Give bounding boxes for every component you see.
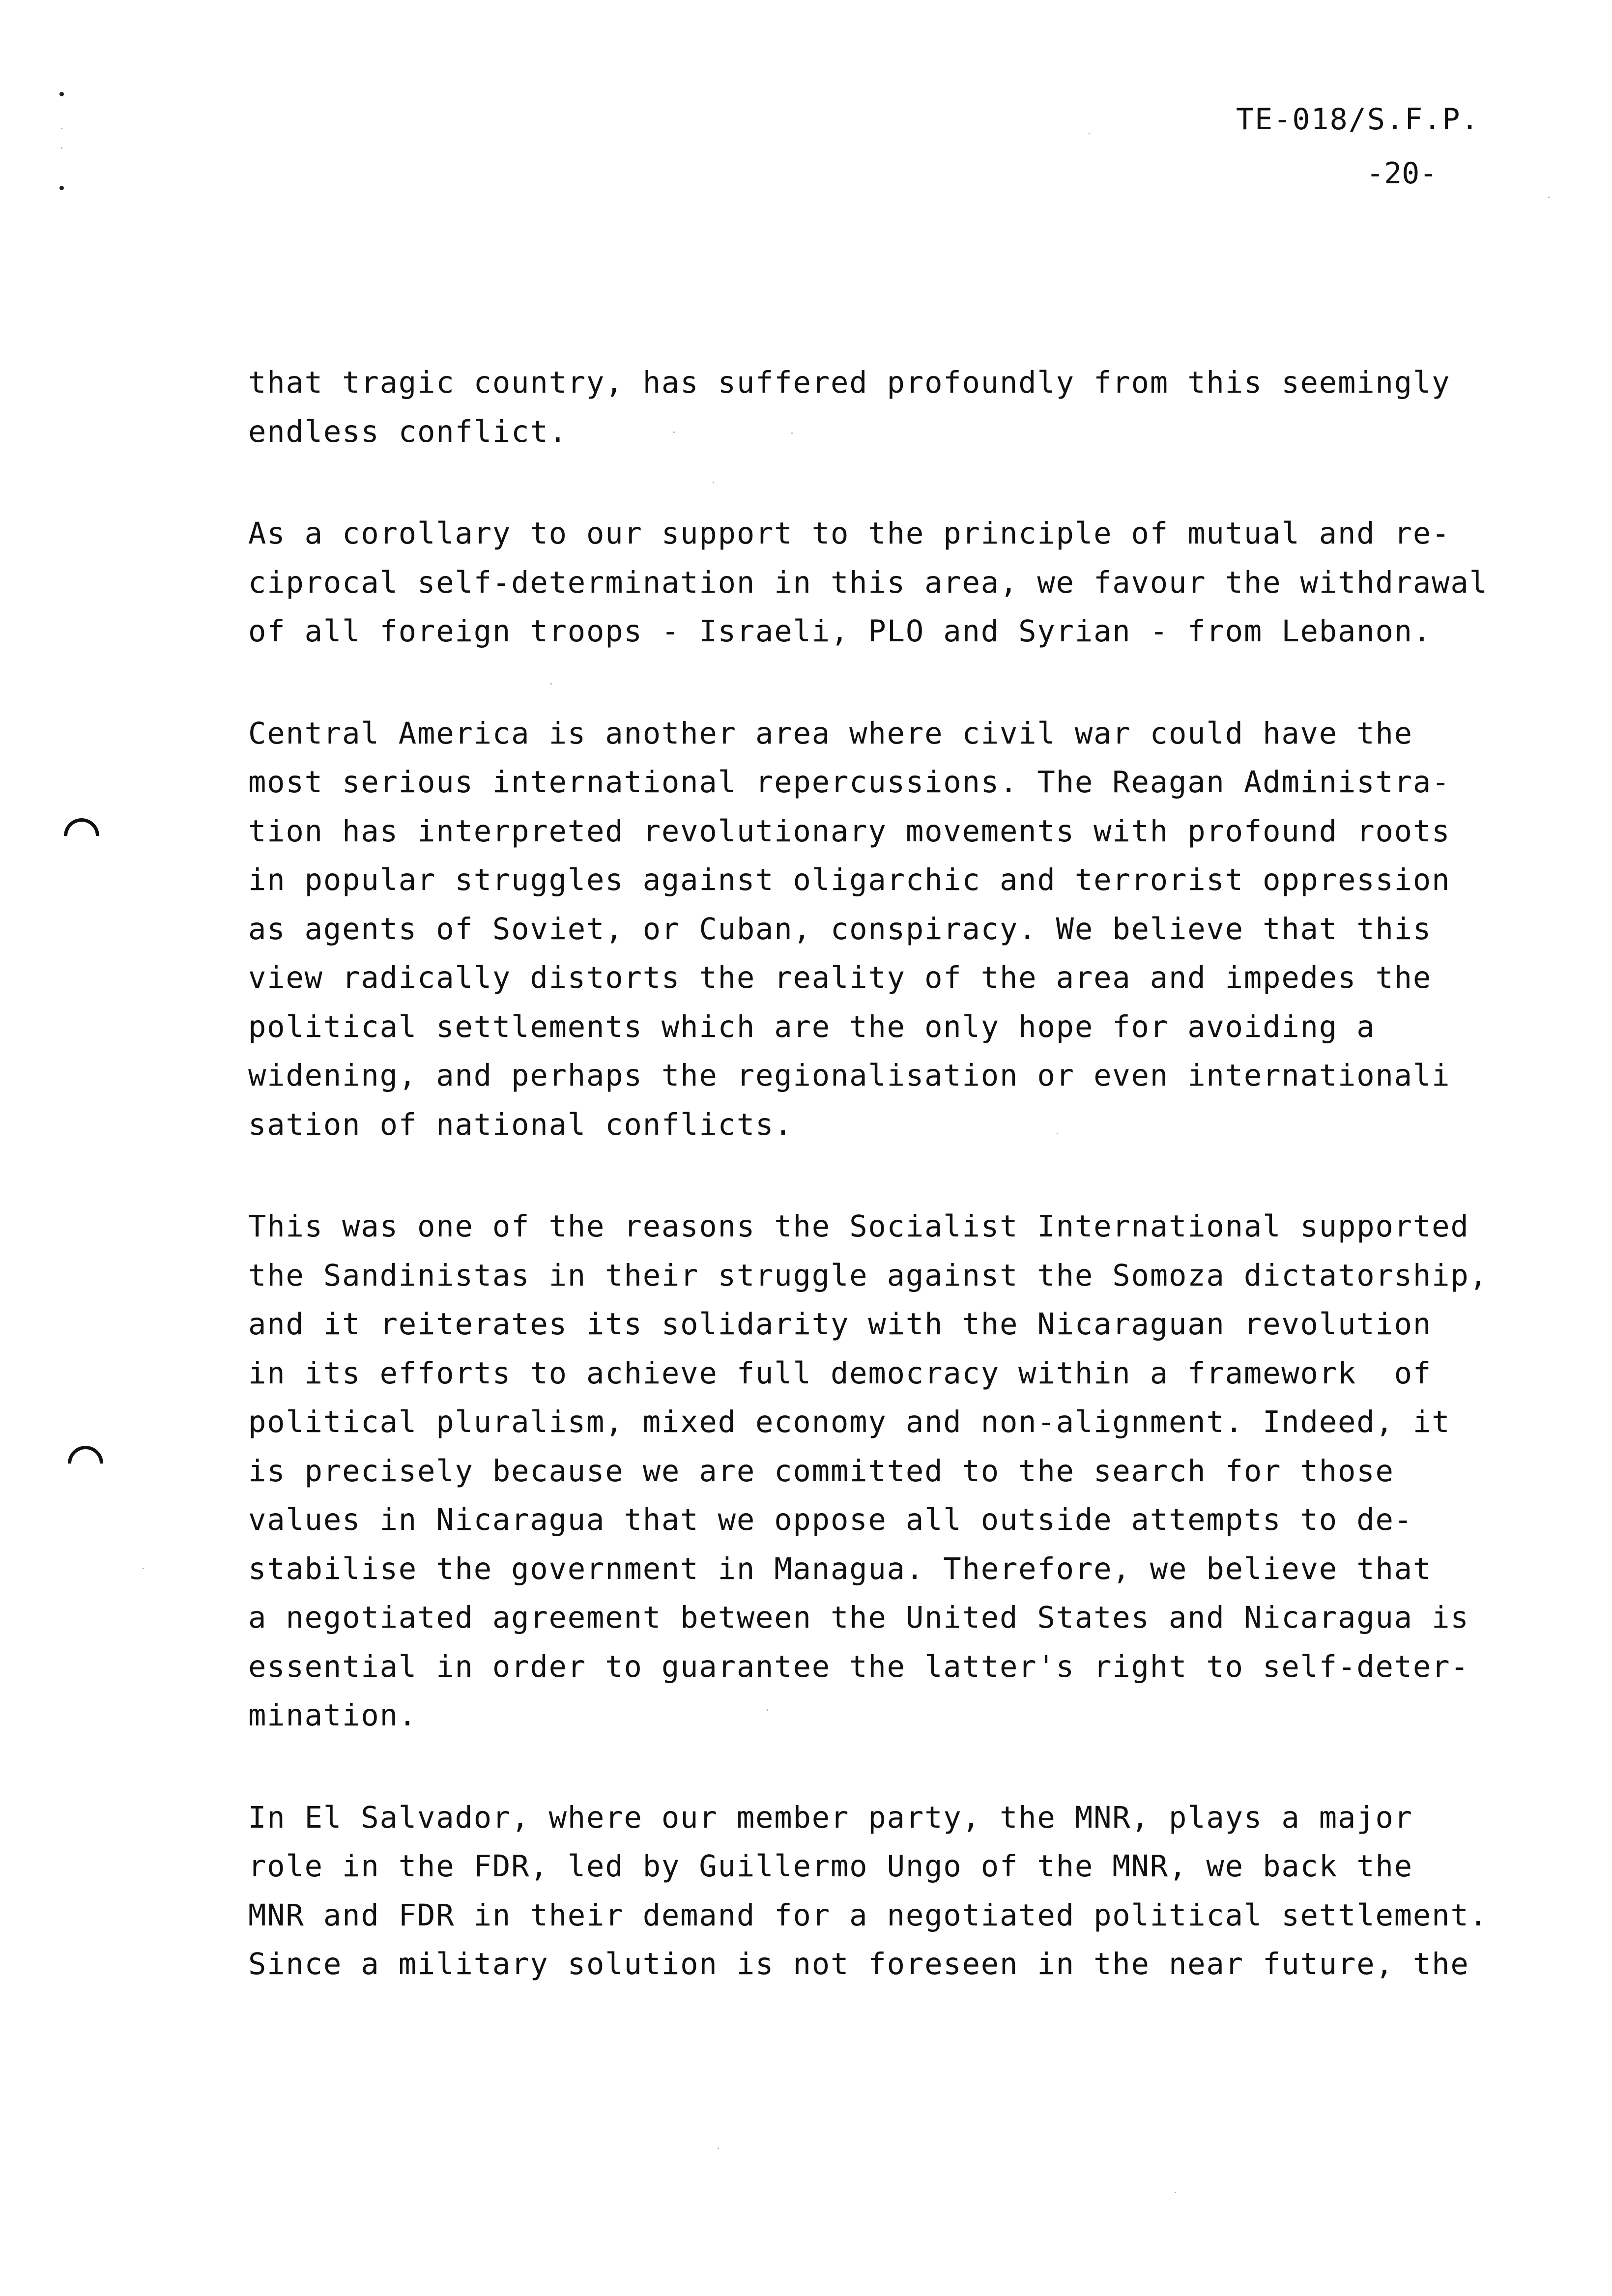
scan-speck <box>1089 133 1090 134</box>
paragraph-central-america <box>248 710 1585 1150</box>
paragraph-self-determination <box>248 510 1585 657</box>
scan-speck <box>718 2148 719 2149</box>
scan-speck <box>143 1568 144 1569</box>
document-reference: TE-018/S.F.P. <box>1236 102 1480 137</box>
text-line: MNR and FDR in their demand for a negotiated political settlement. <box>248 1898 1488 1933</box>
page-number: -20- <box>1366 156 1438 191</box>
binder-hole-mark-upper <box>57 811 107 861</box>
text-line: endless conflict. <box>248 414 568 449</box>
text-line: ciprocal self-determination in this area, we favour the withdrawal <box>248 565 1488 600</box>
text-line: As a corollary to our support to the principle of mutual and re- <box>248 517 1451 551</box>
punch-dot-top <box>59 92 64 96</box>
text-line: the Sandinistas in their struggle against the Somoza dictatorship, <box>248 1258 1488 1293</box>
text-line: In El Salvador, where our member party, the MNR, plays a major <box>248 1800 1413 1835</box>
text-line: as agents of Soviet, or Cuban, conspiracy. We believe that this <box>248 912 1432 947</box>
text-line: in its efforts to achieve full democracy within a framework of <box>248 1356 1432 1391</box>
text-line: most serious international repercussions. The Reagan Administra- <box>248 765 1451 800</box>
text-line: and it reiterates its solidarity with the Nicaraguan revolution <box>248 1307 1432 1342</box>
punch-dot-bottom <box>59 186 64 190</box>
text-line: political pluralism, mixed economy and non-alignment. Indeed, it <box>248 1405 1451 1439</box>
scan-speck <box>1548 197 1550 198</box>
text-line: a negotiated agreement between the United States and Nicaragua is <box>248 1601 1469 1635</box>
text-line: of all foreign troops - Israeli, PLO and Syrian - from Lebanon. <box>248 614 1432 649</box>
document-body <box>248 359 1585 2042</box>
paragraph-lebanon-conflict <box>248 359 1585 457</box>
text-line: is precisely because we are committed to the search for those <box>248 1454 1394 1489</box>
margin-speck <box>61 147 62 149</box>
text-line: essential in order to guarantee the latter's right to self-deter- <box>248 1649 1469 1684</box>
text-line: sation of national conflicts. <box>248 1107 793 1142</box>
text-line: stabilise the government in Managua. Therefore, we believe that <box>248 1551 1432 1586</box>
text-line: tion has interpreted revolutionary movements with profound roots <box>248 814 1451 849</box>
text-line: Central America is another area where civil war could have the <box>248 716 1413 751</box>
text-line: mination. <box>248 1698 418 1733</box>
text-line: view radically distorts the reality of the area and impedes the <box>248 961 1432 995</box>
text-line: political settlements which are the only hope for avoiding a <box>248 1009 1376 1044</box>
paragraph-el-salvador <box>248 1794 1585 1989</box>
binder-hole-mark-lower <box>60 1438 111 1489</box>
margin-speck <box>61 128 62 129</box>
text-line: role in the FDR, led by Guillermo Ungo of the MNR, we back the <box>248 1849 1413 1884</box>
text-line: widening, and perhaps the regionalisation or even internationali <box>248 1059 1451 1093</box>
scan-speck <box>1175 2192 1176 2193</box>
text-line: Since a military solution is not foreseen in the near future, the <box>248 1947 1469 1981</box>
paragraph-nicaragua <box>248 1203 1585 1741</box>
text-line: values in Nicaragua that we oppose all outside attempts to de- <box>248 1503 1413 1537</box>
text-line: in popular struggles against oligarchic and terrorist oppression <box>248 863 1451 897</box>
text-line: This was one of the reasons the Socialist International supported <box>248 1209 1469 1244</box>
text-line: that tragic country, has suffered profoundly from this seemingly <box>248 366 1451 400</box>
